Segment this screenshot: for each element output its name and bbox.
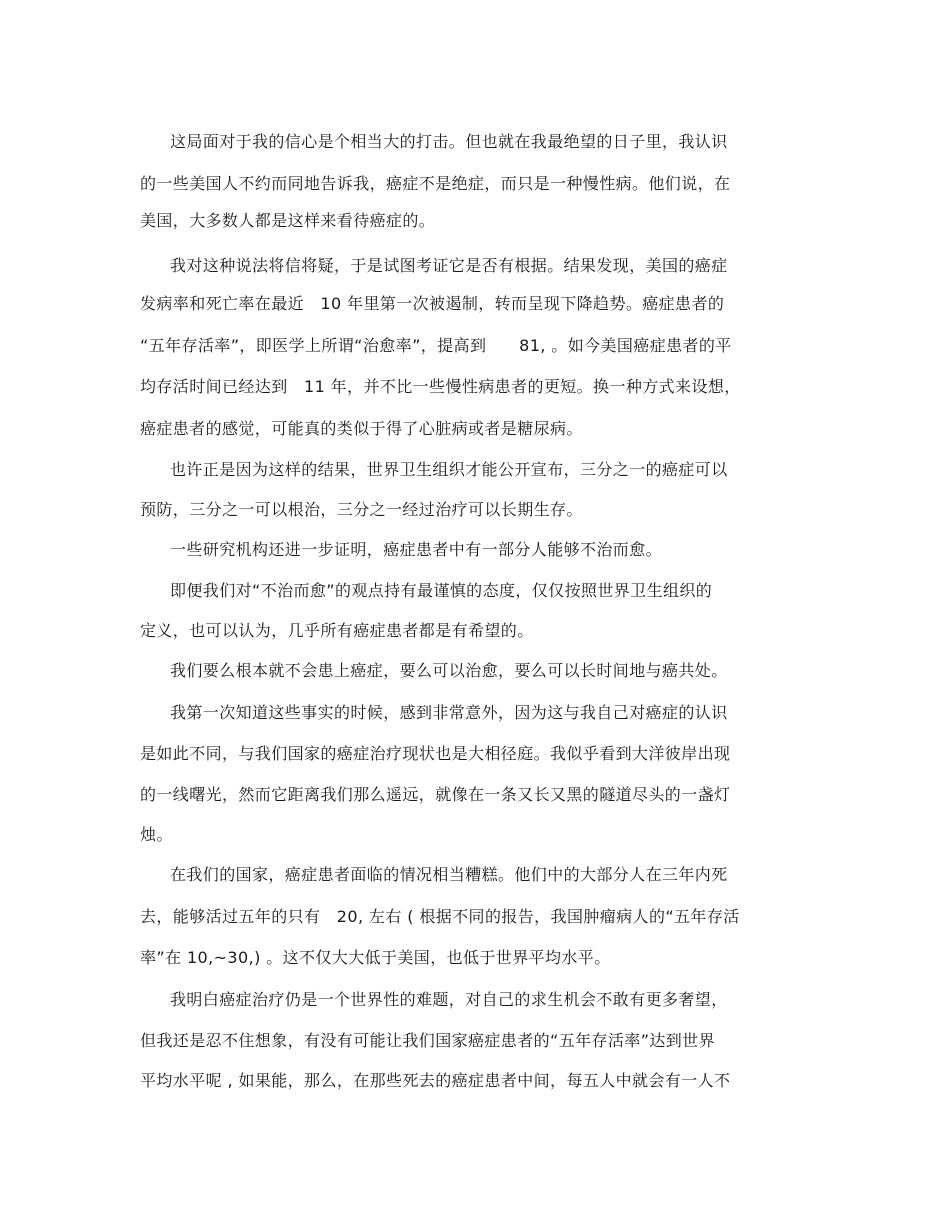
text-line-5: 发病率和死亡率在最近 10 年里第一次被遏制，转而呈现下降趋势。癌症患者的 (140, 294, 725, 313)
text-line-1: 这局面对于我的信心是个相当大的打击。但也就在我最绝望的日子里，我认识 (170, 132, 728, 151)
text-line-4: 我对这种说法将信将疑，于是试图考证它是否有根据。结果发现，美国的癌症 (170, 256, 728, 275)
text-line-7: 均存活时间已经达到 11 年，并不比一些慢性病患者的更短。换一种方式来设想， (140, 377, 741, 396)
text-line-18: 烛。 (140, 825, 173, 844)
text-line-13: 定义，也可以认为，几乎所有癌症患者都是有希望的。 (140, 621, 534, 640)
text-line-6: “五年存活率”，即医学上所谓“治愈率”，提高到 81, 。如今美国癌症患者的平 (140, 336, 732, 355)
text-line-24: 平均水平呢 , 如果能，那么，在那些死去的癌症患者中间，每五人中就会有一人不 (140, 1071, 731, 1090)
text-line-12: 即便我们对“不治而愈”的观点持有最谨慎的态度，仅仅按照世界卫生组织的 (170, 581, 713, 600)
text-line-22: 我明白癌症治疗仍是一个世界性的难题，对自己的求生机会不敢有更多奢望， (170, 990, 728, 1009)
text-line-8: 癌症患者的感觉，可能真的类似于得了心脏病或者是糖尿病。 (140, 419, 583, 438)
text-line-10: 预防，三分之一可以根治，三分之一经过治疗可以长期生存。 (140, 500, 583, 519)
text-line-11: 一些研究机构还进一步证明，癌症患者中有一部分人能够不治而愈。 (170, 540, 663, 559)
text-line-20: 去，能够活过五年的只有 20, 左右 ( 根据不同的报告，我国肿瘤病人的“五年存活 (140, 907, 740, 926)
text-line-2: 的一些美国人不约而同地告诉我，癌症不是绝症，而只是一种慢性病。他们说，在 (140, 174, 731, 193)
text-line-3: 美国，大多数人都是这样来看待癌症的。 (140, 211, 436, 230)
text-line-19: 在我们的国家，癌症患者面临的情况相当糟糕。他们中的大部分人在三年内死 (170, 865, 728, 884)
text-line-14: 我们要么根本就不会患上癌症，要么可以治愈，要么可以长时间地与癌共处。 (170, 661, 728, 680)
text-line-15: 我第一次知道这些事实的时候，感到非常意外，因为这与我自己对癌症的认识 (170, 703, 728, 722)
text-line-17: 的一线曙光，然而它距离我们那么遥远，就像在一条又长又黑的隧道尽头的一盏灯 (140, 785, 731, 804)
text-line-23: 但我还是忍不住想象，有没有可能让我们国家癌症患者的“五年存活率”达到世界 (140, 1031, 715, 1050)
text-line-9: 也许正是因为这样的结果，世界卫生组织才能公开宣布，三分之一的癌症可以 (170, 460, 728, 479)
text-line-21: 率”在 10,~30,) 。这不仅大大低于美国，也低于世界平均水平。 (140, 948, 611, 967)
text-line-16: 是如此不同，与我们国家的癌症治疗现状也是大相径庭。我似乎看到大洋彼岸出现 (140, 744, 731, 763)
